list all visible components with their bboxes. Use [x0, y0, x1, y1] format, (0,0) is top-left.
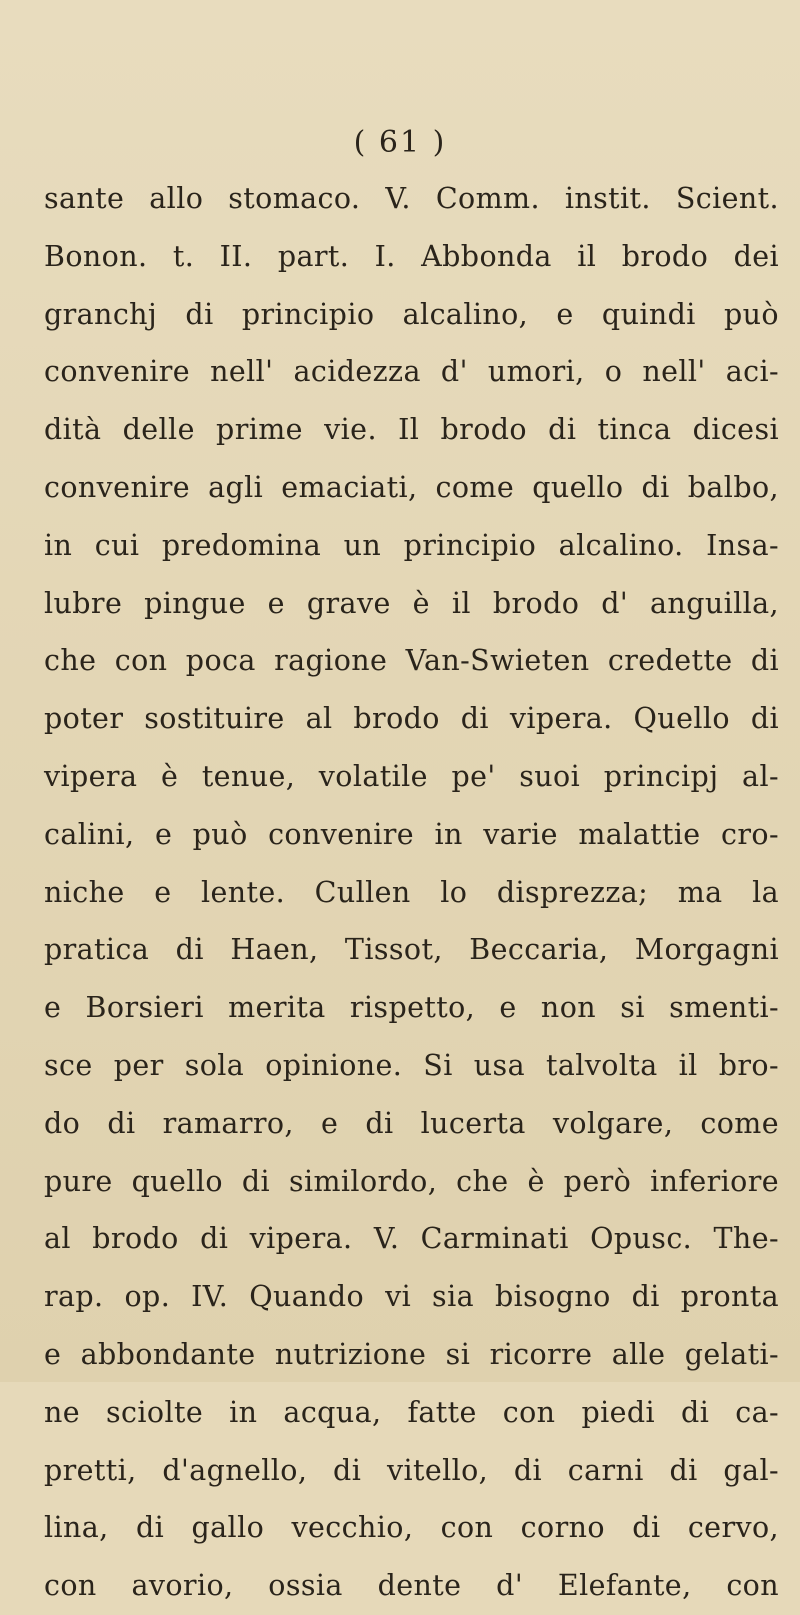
text-line: al brodo di vipera. V. Carminati Opusc. The-	[44, 1222, 779, 1256]
text-line: in cui predomina un principio alcalino. Insa-	[44, 528, 779, 562]
text-line: lina, di gallo vecchio, con corno di cervo,	[44, 1511, 779, 1545]
page-number: ( 61 )	[353, 125, 447, 160]
body-text	[44, 170, 779, 1615]
text-line: pure quello di similordo, che è però inferiore	[44, 1164, 779, 1198]
text-line: e abbondante nutrizione si ricorre alle gelati-	[44, 1337, 779, 1371]
text-line: con avorio, ossia dente d' Elefante, con	[44, 1569, 779, 1603]
text-line: pretti, d'agnello, di vitello, di carni di gal-	[44, 1453, 779, 1487]
text-line: niche e lente. Cullen lo disprezza; ma la	[44, 875, 779, 909]
text-line: granchj di principio alcalino, e quindi può	[44, 297, 779, 331]
text-line: convenire agli emaciati, come quello di balbo,	[44, 470, 779, 504]
text-line: dità delle prime vie. Il brodo di tinca dicesi	[44, 413, 779, 447]
text-line: sante allo stomaco. V. Comm. instit. Scient.	[44, 182, 779, 215]
text-line: rap. op. IV. Quando vi sia bisogno di pronta	[44, 1280, 779, 1314]
text-line: sce per sola opinione. Si usa talvolta il bro-	[44, 1048, 779, 1082]
text-line: convenire nell' acidezza d' umori, o nell' aci-	[44, 355, 779, 389]
text-line: che con poca ragione Van-Swieten credette di	[44, 644, 779, 678]
text-line: ne sciolte in acqua, fatte con piedi di ca-	[44, 1395, 779, 1429]
text-line: lubre pingue e grave è il brodo d' anguilla,	[44, 586, 779, 620]
text-line: do di ramarro, e di lucerta volgare, come	[44, 1106, 779, 1140]
text-line: Bonon. t. II. part. I. Abbonda il brodo dei	[44, 239, 779, 273]
text-line: poter sostituire al brodo di vipera. Quello di	[44, 702, 779, 736]
text-line: vipera è tenue, volatile pe' suoi principj al-	[44, 759, 779, 793]
text-line: calini, e può convenire in varie malattie cro-	[44, 817, 779, 851]
text-line: e Borsieri merita rispetto, e non si smenti-	[44, 991, 779, 1025]
text-line: pratica di Haen, Tissot, Beccaria, Morgagni	[44, 933, 779, 967]
